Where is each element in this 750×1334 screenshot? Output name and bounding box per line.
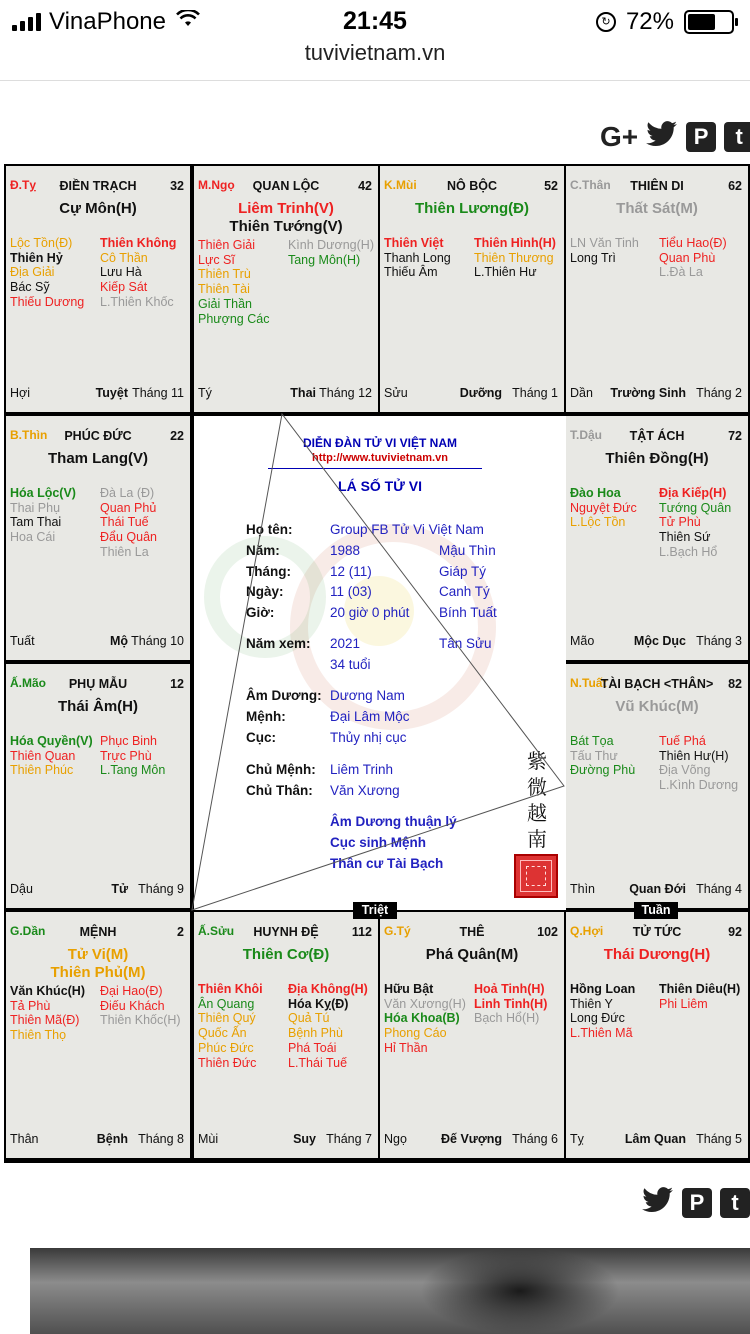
month-label: Tháng 11 <box>132 386 184 400</box>
month-label: Tháng 9 <box>138 882 184 896</box>
minor-star: Thiên Trù <box>198 267 251 282</box>
branch-label: Hợi <box>10 386 31 400</box>
minor-star: Cô Thần <box>100 250 148 265</box>
branch-label: Thân <box>10 1132 39 1146</box>
minor-star: Long Đức <box>570 1011 625 1026</box>
minor-star: Hóa Quyền(V) <box>10 734 93 748</box>
minor-star: Tang Môn(H) <box>287 252 361 267</box>
info-value: Văn Xương <box>330 783 400 798</box>
minor-star: Hoa Cái <box>10 530 56 545</box>
minor-star: Phúc Đức <box>198 1040 254 1055</box>
month-label: Tháng 8 <box>138 1132 184 1146</box>
triangle-lines <box>4 164 750 1163</box>
minor-star: Tuế Phá <box>659 734 706 748</box>
minor-star: Đường Phù <box>570 763 636 778</box>
info-label: Chủ Thân: <box>246 783 313 798</box>
minor-star: Long Trì <box>570 250 616 265</box>
minor-star: Thiên Việt <box>384 236 444 250</box>
tam-hop-triangle <box>192 414 564 910</box>
info-label: Âm Dương: <box>246 688 322 703</box>
info-label: Mệnh: <box>246 709 286 724</box>
info-value-can-chi: Canh Tý <box>439 584 490 599</box>
triet-marker: Triệt <box>353 902 397 919</box>
minor-star: L.Thiên Hư <box>474 265 537 280</box>
info-value: 34 tuổi <box>330 657 371 672</box>
minor-star: Hóa Khoa(B) <box>384 1011 460 1026</box>
palace-age: 62 <box>728 179 742 193</box>
minor-star: Địa Không(H) <box>288 982 368 996</box>
life-stage: Mộc Dục <box>633 634 686 648</box>
minor-star: Thiên Hư(H) <box>659 748 729 763</box>
life-stage: Mộ <box>109 634 128 648</box>
main-star: Thái Âm(H) <box>58 698 138 715</box>
tuan-marker: Tuần <box>634 902 678 919</box>
info-value: 2021 <box>330 636 361 651</box>
palace-name: QUAN LỘC <box>252 179 320 193</box>
info-value: Dương Nam <box>330 688 405 703</box>
minor-star: Lộc Tồn(Đ) <box>10 236 73 250</box>
url-bar[interactable]: tuvivietnam.vn <box>304 40 446 65</box>
minor-star: Tả Phù <box>10 998 51 1013</box>
rotation-lock-icon: ↻ <box>596 12 616 32</box>
minor-star: Thiên Mã(Đ) <box>10 1013 80 1028</box>
month-label: Tháng 7 <box>326 1132 372 1146</box>
minor-star: L.Thiên Mã <box>570 1026 633 1041</box>
palace-stem: Ấ.Mão <box>10 676 46 690</box>
status-bar <box>0 0 750 42</box>
minor-star: Tam Thai <box>10 515 62 530</box>
chart-title: LÁ SỐ TỬ VI <box>338 478 422 494</box>
info-value: 11 (03) <box>330 584 372 599</box>
branch-label: Tý <box>198 386 212 400</box>
info-label: Năm xem: <box>246 636 311 651</box>
palace-name: THIÊN DI <box>630 179 684 193</box>
minor-star: Văn Khúc(H) <box>10 984 85 998</box>
minor-star: Lực Sĩ <box>198 252 235 267</box>
minor-star: L.Tang Môn <box>100 763 166 778</box>
palace-name: PHỤ MẪU <box>68 677 128 691</box>
minor-star: Thanh Long <box>384 250 451 265</box>
share-bar-bottom <box>642 1186 750 1220</box>
palace-age: 22 <box>170 429 184 443</box>
life-stage: Trường Sinh <box>610 386 686 400</box>
branch-label: Mão <box>570 634 595 648</box>
minor-star: Quả Tú <box>288 1011 330 1026</box>
info-value: 20 giờ 0 phút <box>330 605 410 620</box>
month-label: Tháng 1 <box>512 386 558 400</box>
minor-star: Địa Giải <box>10 265 55 280</box>
branch-label: Ngọ <box>384 1132 407 1146</box>
minor-star: Thiếu Âm <box>384 265 438 280</box>
month-label: Tháng 6 <box>512 1132 558 1146</box>
palace-name: NÔ BỘC <box>447 179 497 193</box>
minor-star: Thiên Thọ <box>10 1028 67 1043</box>
minor-star: L.Đà La <box>659 265 703 280</box>
minor-star: Đà La (Đ) <box>100 486 155 500</box>
minor-star: Tướng Quân <box>659 500 732 515</box>
minor-star: Quan Phủ <box>100 500 157 515</box>
minor-star: Thiên La <box>100 544 149 559</box>
minor-star: Đại Hao(Đ) <box>100 984 163 998</box>
main-star: Thiên Lương(Đ) <box>414 200 529 217</box>
info-value-can-chi: Giáp Tý <box>439 564 487 579</box>
minor-star: Thiếu Dương <box>10 294 85 309</box>
palace-stem: M.Ngọ <box>198 178 235 192</box>
info-label: Giờ: <box>246 605 275 620</box>
main-star: Vũ Khúc(M) <box>615 698 699 715</box>
palace-name: PHÚC ĐỨC <box>64 429 132 443</box>
palace-name: TÀI BẠCH <THÂN> <box>600 677 714 691</box>
minor-star: Kiếp Sát <box>100 280 148 295</box>
minor-star: Hóa Lộc(V) <box>10 486 76 500</box>
main-star: Thiên Cơ(Đ) <box>242 946 330 963</box>
life-stage: Bệnh <box>96 1132 128 1146</box>
twitter-icon[interactable] <box>642 1186 674 1220</box>
minor-star: Trực Phù <box>100 748 152 763</box>
palace-stem: G.Tý <box>384 924 411 938</box>
minor-star: Phượng Các <box>198 311 270 326</box>
minor-star: Địa Kiếp(H) <box>659 486 727 500</box>
info-value: 1988 <box>330 543 361 558</box>
minor-star: Tấu Thư <box>570 748 618 763</box>
palace-age: 112 <box>351 925 372 939</box>
minor-star: Bệnh Phù <box>288 1026 343 1041</box>
palace-age: 82 <box>728 677 742 691</box>
minor-star: Thiên Diêu(H) <box>659 982 741 996</box>
info-label: Năm: <box>246 543 280 558</box>
life-stage: Tuyệt <box>95 386 128 400</box>
pinterest-icon[interactable]: P <box>682 1188 712 1218</box>
main-star: Thất Sát(M) <box>616 200 698 217</box>
minor-star: Điếu Khách <box>100 998 165 1013</box>
palace-age: 42 <box>358 179 372 193</box>
branch-label: Dần <box>570 386 593 400</box>
branch-label: Mùi <box>198 1132 219 1146</box>
minor-star: L.Thái Tuế <box>288 1055 348 1070</box>
palace-age: 2 <box>177 925 184 939</box>
palace-stem: T.Dậu <box>570 428 603 442</box>
month-label: Tháng 2 <box>696 386 742 400</box>
palace-stem: B.Thìn <box>10 428 48 442</box>
info-label: Cục: <box>246 730 276 745</box>
main-star: Thiên Đồng(H) <box>605 450 709 467</box>
minor-star: Hỉ Thần <box>384 1040 428 1055</box>
minor-star: Lưu Hà <box>100 265 142 280</box>
palace-stem: K.Mùi <box>384 178 417 192</box>
palace-age: 32 <box>170 179 184 193</box>
palace-name: TẬT ÁCH <box>629 429 685 443</box>
main-star: Tử Vi(M) <box>67 946 129 963</box>
minor-star: Phi Liêm <box>659 996 708 1011</box>
share-bar-top <box>600 120 750 154</box>
minor-star: Phong Cáo <box>384 1026 447 1041</box>
battery-icon <box>684 10 734 34</box>
minor-star: Hoả Tinh(H) <box>474 982 545 996</box>
main-star: Phá Quân(M) <box>425 946 519 963</box>
minor-star: Thái Tuế <box>100 515 149 530</box>
minor-star: Đẩu Quân <box>100 530 157 545</box>
month-label: Tháng 12 <box>319 386 372 400</box>
minor-star: Ân Quang <box>198 996 255 1011</box>
summary-note: Cục sinh Mệnh <box>330 835 427 850</box>
horoscope-chart <box>4 164 750 1163</box>
minor-star: Giải Thần <box>198 296 252 311</box>
month-label: Tháng 3 <box>696 634 742 648</box>
clock: 21:45 <box>343 7 407 35</box>
site-link[interactable]: http://www.tuvivietnam.vn <box>312 452 448 464</box>
minor-star: LN Văn Tinh <box>570 236 639 250</box>
minor-star: L.Bạch Hổ <box>659 544 718 559</box>
minor-star: L.Thiên Khốc <box>100 294 174 309</box>
minor-star: Phục Binh <box>100 734 157 748</box>
minor-star: Thiên Phúc <box>10 763 74 778</box>
main-star: Thiên Phủ(M) <box>50 964 146 981</box>
google-plus-icon[interactable]: G+ <box>600 121 639 152</box>
minor-star: Nguyệt Đức <box>570 500 637 515</box>
minor-star: Bát Tọa <box>570 734 614 748</box>
info-value: Thủy nhị cục <box>330 730 407 745</box>
minor-star: Thiên Quan <box>10 748 76 763</box>
pinterest-icon[interactable]: P <box>686 122 716 152</box>
branch-label: Tuất <box>10 634 35 648</box>
life-stage: Đế Vượng <box>441 1132 502 1146</box>
palace-age: 52 <box>544 179 558 193</box>
palace-stem: C.Thân <box>570 178 611 192</box>
info-value-can-chi: Mậu Thìn <box>439 543 496 558</box>
minor-star: Thiên Không <box>100 236 177 250</box>
life-stage: Tử <box>111 882 128 896</box>
life-stage: Quan Đới <box>629 882 686 896</box>
info-label: Họ tên: <box>246 522 293 537</box>
tumblr-icon[interactable]: t <box>720 1188 750 1218</box>
minor-star: Linh Tinh(H) <box>474 996 548 1011</box>
minor-star: Kình Dương(H) <box>287 238 374 252</box>
minor-star: Đào Hoa <box>570 486 621 500</box>
main-star: Thái Dương(H) <box>603 946 711 963</box>
main-star: Tham Lang(V) <box>48 450 148 467</box>
info-label: Chủ Mệnh: <box>246 762 316 777</box>
minor-star: Quan Phù <box>659 250 716 265</box>
palace-age: 92 <box>728 925 742 939</box>
seal-characters: 紫微越南 <box>527 749 547 851</box>
palace-name: HUYNH ĐỆ <box>253 925 319 939</box>
minor-star: Quốc Ấn <box>198 1026 247 1041</box>
minor-star: Thiên Giải <box>198 238 255 252</box>
carrier-name: VinaPhone <box>49 8 166 35</box>
branch-label: Thìn <box>570 882 596 896</box>
life-stage: Dưỡng <box>459 386 502 400</box>
banner-image <box>0 1248 750 1334</box>
palace-stem: N.Tuất <box>570 676 607 690</box>
main-star: Cự Môn(H) <box>59 200 137 217</box>
branch-label: Tỵ <box>570 1132 584 1146</box>
palace-name: MỆNH <box>79 925 117 939</box>
palace-stem: G.Dần <box>10 924 46 938</box>
info-label: Ngày: <box>246 584 284 599</box>
info-value: Liêm Trinh <box>330 762 394 777</box>
minor-star: Tiểu Hao(Đ) <box>659 236 727 250</box>
info-value-can-chi: Tân Sửu <box>439 636 492 651</box>
main-star: Thiên Tướng(V) <box>229 218 343 235</box>
minor-star: Tử Phù <box>659 515 701 530</box>
palace-stem: Ấ.Sửu <box>198 924 235 938</box>
minor-star: Thiên Khốc(H) <box>100 1013 181 1028</box>
branch-label: Sửu <box>384 386 408 400</box>
branch-label: Dậu <box>10 882 33 896</box>
minor-star: Phá Toái <box>288 1040 337 1055</box>
minor-star: Thiên Hình(H) <box>474 236 556 250</box>
summary-note: Thân cư Tài Bạch <box>330 856 444 871</box>
minor-star: Thiên Đức <box>198 1055 257 1070</box>
palace-stem: Q.Hợi <box>570 924 604 938</box>
minor-star: Thiên Thương <box>474 250 554 265</box>
month-label: Tháng 10 <box>131 634 184 648</box>
minor-star: Thiên Quý <box>198 1011 256 1026</box>
main-star: Liêm Trinh(V) <box>238 200 334 217</box>
info-value: Đại Lâm Mộc <box>330 709 410 724</box>
minor-star: Hồng Loan <box>570 982 636 996</box>
palace-age: 12 <box>170 677 184 691</box>
minor-star: Thiên Sứ <box>659 530 711 545</box>
palace-stem: Đ.Tỵ <box>10 178 37 192</box>
minor-star: Thiên Tài <box>198 282 250 297</box>
minor-star: L.Kình Dương <box>659 778 739 793</box>
palace-age: 102 <box>537 925 558 939</box>
forum-title: DIỄN ĐÀN TỬ VI VIỆT NAM <box>303 436 457 450</box>
life-stage: Lâm Quan <box>624 1132 686 1146</box>
summary-note: Âm Dương thuận lý <box>330 814 457 829</box>
info-value: Group FB Tử Vi Việt Nam <box>330 522 484 537</box>
minor-star: Địa Võng <box>659 763 711 778</box>
twitter-icon[interactable] <box>646 120 678 154</box>
month-label: Tháng 4 <box>696 882 742 896</box>
minor-star: Hữu Bật <box>384 982 434 996</box>
tumblr-icon[interactable]: t <box>724 122 750 152</box>
info-label: Tháng: <box>246 564 291 579</box>
minor-star: Thiên Y <box>570 996 613 1011</box>
month-label: Tháng 5 <box>696 1132 742 1146</box>
minor-star: Bạch Hổ(H) <box>474 1011 540 1026</box>
palace-name: TỬ TỨC <box>632 925 682 939</box>
minor-star: L.Lộc Tồn <box>570 515 626 530</box>
battery-percent: 72% <box>625 8 674 35</box>
palace-name: THÊ <box>459 925 485 939</box>
minor-star: Văn Xương(H) <box>384 996 466 1011</box>
divider <box>0 80 750 81</box>
minor-star: Thiên Hỷ <box>10 250 63 265</box>
minor-star: Thai Phụ <box>10 500 61 515</box>
minor-star: Bác Sỹ <box>10 280 50 295</box>
palace-age: 72 <box>728 429 742 443</box>
palace-name: ĐIỀN TRẠCH <box>59 179 137 193</box>
minor-star: Hóa Kỵ(Đ) <box>288 996 349 1011</box>
life-stage: Suy <box>293 1132 316 1146</box>
info-value: 12 (11) <box>330 564 372 579</box>
minor-star: Thiên Khôi <box>198 982 263 996</box>
life-stage: Thai <box>290 386 316 400</box>
info-value-can-chi: Bính Tuất <box>439 605 497 620</box>
